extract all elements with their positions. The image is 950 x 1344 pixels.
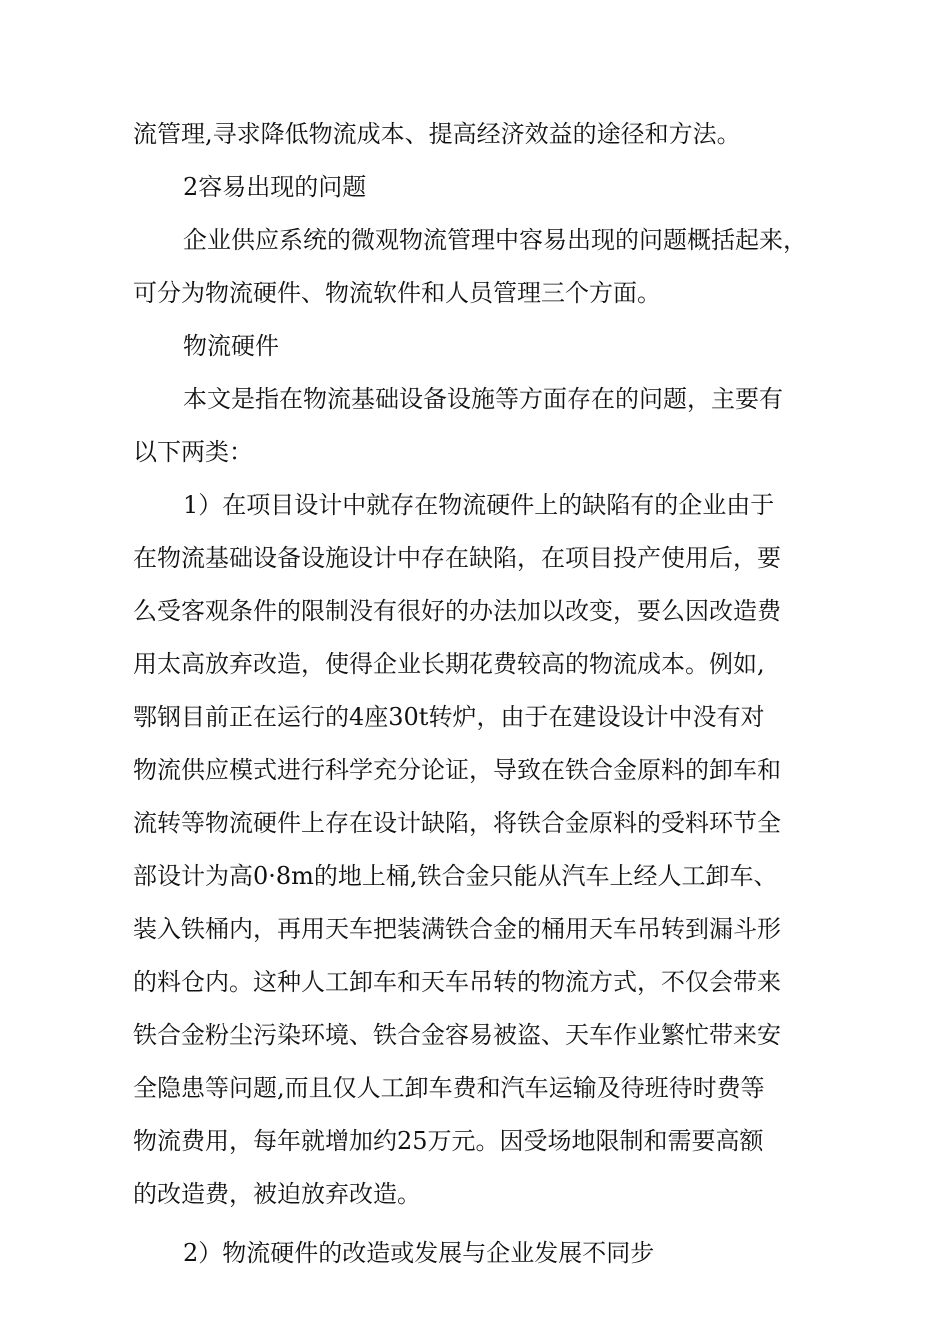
- paragraph-line: 本文是指在物流基础设备设施等方面存在的问题，主要有: [183, 385, 783, 413]
- paragraph-line: 可分为物流硬件、物流软件和人员管理三个方面。: [133, 279, 661, 307]
- paragraph-line: 的改造费，被迫放弃改造。: [133, 1180, 421, 1208]
- paragraph-line: 么受客观条件的限制没有很好的办法加以改变，要么因改造费: [133, 597, 781, 625]
- paragraph-line: 鄂钢目前正在运行的4座30t转炉，由于在建设设计中没有对: [133, 703, 765, 731]
- paragraph-line: 全隐患等问题,而且仅人工卸车费和汽车运输及待班待时费等: [133, 1074, 765, 1102]
- paragraph-line: 物流费用，每年就增加约25万元。因受场地限制和需要高额: [133, 1127, 764, 1155]
- paragraph-line: 流转等物流硬件上存在设计缺陷，将铁合金原料的受料环节全: [133, 809, 781, 837]
- paragraph-line: 的料仓内。这种人工卸车和天车吊转的物流方式，不仅会带来: [133, 968, 781, 996]
- paragraph-line: 在物流基础设备设施设计中存在缺陷，在项目投产使用后，要: [133, 544, 781, 572]
- paragraph-line: 铁合金粉尘污染环境、铁合金容易被盗、天车作业繁忙带来安: [133, 1021, 781, 1049]
- list-item-line: 1）在项目设计中就存在物流硬件上的缺陷有的企业由于: [183, 491, 775, 519]
- paragraph-line: 流管理,寻求降低物流成本、提高经济效益的途径和方法。: [133, 120, 741, 148]
- paragraph-line: 用太高放弃改造，使得企业长期花费较高的物流成本。例如,: [133, 650, 765, 678]
- subsection-heading: 物流硬件: [183, 332, 279, 360]
- paragraph-line: 物流供应模式进行科学充分论证，导致在铁合金原料的卸车和: [133, 756, 781, 784]
- paragraph-line: 部设计为高0·8m的地上桶,铁合金只能从汽车上经人工卸车、: [133, 862, 778, 890]
- section-heading: 2容易出现的问题: [183, 173, 367, 201]
- list-item-line: 2）物流硬件的改造或发展与企业发展不同步: [183, 1239, 655, 1267]
- document-body: [133, 108, 828, 1280]
- paragraph-line: 装入铁桶内，再用天车把装满铁合金的桶用天车吊转到漏斗形: [133, 915, 781, 943]
- paragraph-line: 以下两类：: [133, 438, 253, 466]
- paragraph-line: 企业供应系统的微观物流管理中容易出现的问题概括起来，: [183, 226, 807, 254]
